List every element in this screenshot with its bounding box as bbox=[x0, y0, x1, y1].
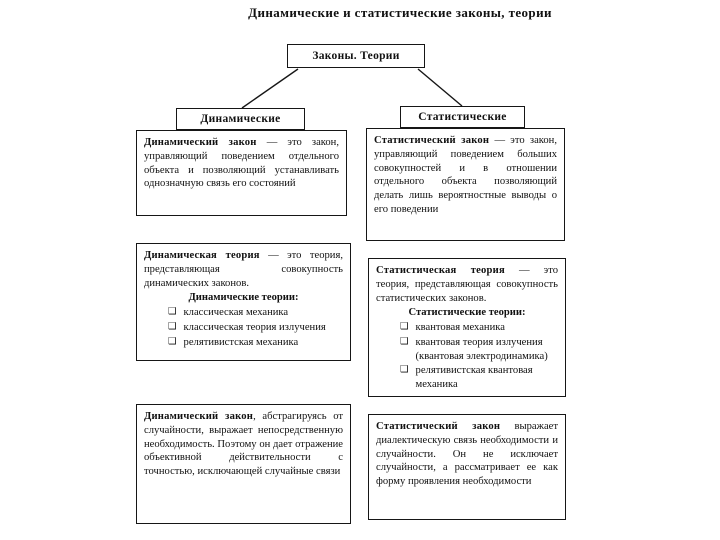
checkbox-bullet-icon: ❑ bbox=[400, 365, 409, 376]
dynamic-law-note-box bbox=[136, 404, 351, 524]
statistical-theory-box bbox=[368, 258, 566, 397]
dynamic-law-text: — это закон, управляющий поведением отдельного объекта и позволяющий устанавливать однозначную связь его состояний bbox=[144, 137, 339, 190]
branch-header-statistical-label: Статистические bbox=[418, 111, 507, 123]
statistical-law-lead: Статистический закон bbox=[374, 135, 490, 146]
root-node-label: Законы. Теории bbox=[312, 50, 400, 62]
root-node-laws-theories bbox=[287, 44, 425, 68]
dynamic-theory-lead: Динамическая теория bbox=[144, 250, 260, 261]
list-item-label: классическая механика bbox=[183, 307, 289, 319]
branch-header-dynamic-label: Динамические bbox=[200, 113, 281, 125]
list-item bbox=[144, 321, 343, 335]
list-item-label: релятивистская механика bbox=[183, 336, 299, 348]
dynamic-theory-text: — это теория, представляющая совокупность динамических законов. bbox=[144, 250, 343, 289]
dynamic-theory-box bbox=[136, 243, 351, 361]
checkbox-bullet-icon: ❑ bbox=[400, 322, 409, 333]
list-item bbox=[144, 306, 343, 320]
dynamic-law-note-lead: Динамический закон bbox=[144, 411, 254, 422]
statistical-law-note-box bbox=[368, 414, 566, 520]
dynamic-law-note-text: , абстрагируясь от случайности, выражает непосредственную необходимость. Поэтому он дает отражение объективной действительности с точностью, исключающей случайные связи bbox=[144, 411, 343, 478]
statistical-law-note-text: выражает диалектическую связь необходимости и случайности. Он не исключает случайности, а рассматривает ее как форму проявления необходимости bbox=[376, 421, 558, 488]
list-item-label: квантовая теория излучения (квантовая электродинамика) bbox=[415, 336, 548, 362]
checkbox-bullet-icon: ❑ bbox=[168, 307, 177, 318]
list-item-label: релятивистская квантовая механика bbox=[415, 365, 533, 391]
page-title: Динамические и статистические законы, теории bbox=[248, 5, 552, 20]
statistical-law-note-lead: Статистический закон bbox=[376, 421, 501, 432]
dynamic-law-box bbox=[136, 130, 347, 216]
checkbox-bullet-icon: ❑ bbox=[168, 321, 177, 332]
dynamic-theory-paragraph bbox=[144, 249, 343, 290]
list-item bbox=[144, 336, 343, 350]
statistical-theory-text: — это теория, представляющая совокупность статистических законов. bbox=[376, 265, 558, 304]
branch-header-dynamic bbox=[176, 108, 305, 130]
list-item bbox=[376, 364, 558, 392]
checkbox-bullet-icon: ❑ bbox=[168, 336, 177, 347]
dynamic-law-lead: Динамический закон bbox=[144, 137, 257, 148]
dynamic-theories-list-title: Динамические теории: bbox=[188, 292, 299, 304]
list-item bbox=[376, 321, 558, 335]
list-item bbox=[376, 336, 558, 364]
checkbox-bullet-icon: ❑ bbox=[400, 336, 409, 347]
list-item-label: квантовая механика bbox=[415, 322, 505, 334]
statistical-theories-list-title: Статистические теории: bbox=[408, 307, 526, 319]
statistical-law-text: — это закон, управляющий поведением больших совокупностей и в отношении отдельного объекта позволяющий делать лишь вероятностные выводы о его поведении bbox=[374, 135, 557, 215]
statistical-law-box bbox=[366, 128, 565, 241]
statistical-theory-paragraph bbox=[376, 264, 558, 305]
branch-header-statistical bbox=[400, 106, 525, 128]
list-item-label: классическая теория излучения bbox=[183, 321, 326, 333]
statistical-theory-lead: Статистическая теория bbox=[376, 265, 505, 276]
